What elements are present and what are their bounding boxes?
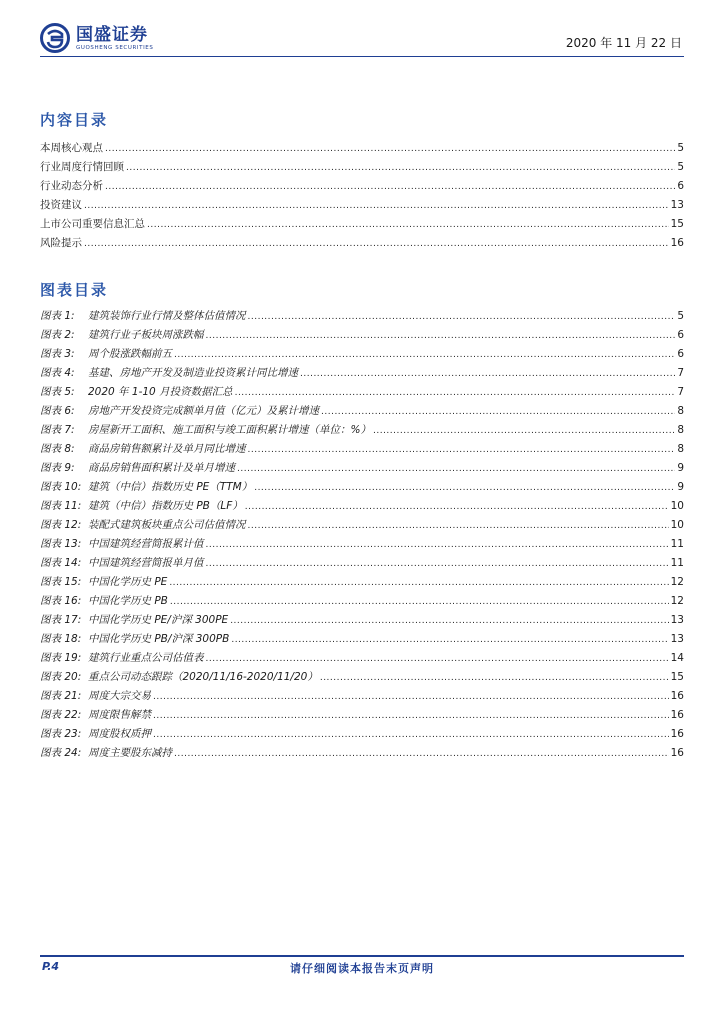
entry-page-number: 7 (677, 386, 684, 398)
figure-entry-number: 图表 18: (40, 633, 82, 645)
dot-leader (237, 460, 675, 479)
figure-entry[interactable] (40, 744, 684, 763)
dot-leader (320, 669, 669, 688)
figure-entry-number: 图表 1: (40, 310, 75, 322)
figure-entry-number: 图表 10: (40, 481, 82, 493)
contents-entry[interactable] (40, 234, 684, 253)
entry-page-number: 10 (670, 500, 684, 512)
entry-page-number: 16 (670, 237, 684, 249)
entry-page-number: 5 (677, 142, 684, 154)
figure-entry[interactable] (40, 402, 684, 421)
entry-page-number: 6 (677, 180, 684, 192)
entry-page-number: 16 (670, 728, 684, 740)
figure-entry[interactable] (40, 535, 684, 554)
figures-title: 图表目录 (40, 281, 109, 299)
dot-leader (153, 707, 669, 726)
figure-entry[interactable] (40, 554, 684, 573)
page-header (40, 20, 684, 56)
figure-entry-label (40, 687, 151, 706)
entry-page-number: 9 (677, 481, 684, 493)
figure-entry-number: 图表 20: (40, 671, 82, 683)
figure-entry-title: 基建、房地产开发及制造业投资累计同比增速 (88, 367, 298, 379)
entry-page-number: 13 (670, 633, 684, 645)
contents-entry-label: 风险提示 (40, 237, 82, 249)
guosheng-logo-icon (40, 23, 70, 53)
dot-leader (153, 726, 669, 745)
entry-page-number: 12 (670, 595, 684, 607)
figure-entry-number: 图表 14: (40, 557, 82, 569)
entry-page-number: 7 (677, 367, 684, 379)
figure-entry-label (40, 383, 233, 402)
dot-leader (84, 197, 669, 216)
dot-leader (174, 346, 675, 365)
figure-entry-label (40, 573, 167, 592)
dot-leader (373, 422, 675, 441)
figure-entry[interactable] (40, 440, 684, 459)
figure-entry-number: 图表 23: (40, 728, 82, 740)
figure-entry-title: 建筑（中信）指数历史 PE（TTM） (88, 481, 253, 493)
dot-leader (206, 650, 669, 669)
figure-entry-number: 图表 12: (40, 519, 82, 531)
figure-entry-number: 图表 4: (40, 367, 75, 379)
figure-entry-label (40, 630, 229, 649)
entry-page-number: 8 (677, 443, 684, 455)
figure-entry[interactable] (40, 345, 684, 364)
figure-entry-number: 图表 8: (40, 443, 75, 455)
entry-page-number: 5 (677, 310, 684, 322)
contents-title: 内容目录 (40, 111, 109, 129)
dot-leader (84, 235, 669, 254)
dot-leader (206, 536, 669, 555)
figure-entry[interactable] (40, 706, 684, 725)
figure-entry[interactable] (40, 497, 684, 516)
figure-entry-label (40, 402, 319, 421)
dot-leader (169, 574, 668, 593)
figure-entry-label (40, 345, 172, 364)
figure-entry[interactable] (40, 649, 684, 668)
contents-entry[interactable] (40, 215, 684, 234)
entry-page-number: 16 (670, 747, 684, 759)
figure-entry-label (40, 725, 151, 744)
disclaimer-notice: 请仔细阅读本报告末页声明 (290, 962, 434, 975)
figure-entry[interactable] (40, 687, 684, 706)
figure-entry-title: 中国建筑经营简报累计值 (88, 538, 204, 550)
figure-entry[interactable] (40, 573, 684, 592)
figure-entry-title: 房屋新开工面积、施工面积与竣工面积累计增速（单位：%） (88, 424, 371, 436)
figure-entry-label (40, 744, 172, 763)
figure-entry[interactable] (40, 307, 684, 326)
figure-entry[interactable] (40, 326, 684, 345)
entry-page-number: 13 (670, 199, 684, 211)
figure-entry-label (40, 554, 204, 573)
figure-entry-number: 图表 13: (40, 538, 82, 550)
figure-entry-number: 图表 17: (40, 614, 82, 626)
entry-page-number: 5 (677, 161, 684, 173)
figure-entry-title: 建筑行业子板块周涨跌幅 (88, 329, 204, 341)
figure-entry[interactable] (40, 364, 684, 383)
contents-list (40, 139, 684, 253)
footer-divider (40, 955, 684, 957)
figure-entry-label (40, 668, 318, 687)
figure-entry-number: 图表 21: (40, 690, 82, 702)
dot-leader (230, 612, 668, 631)
contents-entry-label: 上市公司重要信息汇总 (40, 218, 145, 230)
figure-entry-number: 图表 15: (40, 576, 82, 588)
figure-entry-title: 建筑行业重点公司估值表 (88, 652, 204, 664)
figure-entry-number: 图表 3: (40, 348, 75, 360)
figure-entry[interactable] (40, 516, 684, 535)
entry-page-number: 8 (677, 405, 684, 417)
dot-leader (126, 159, 675, 178)
page-number: P.4 (42, 960, 60, 973)
figure-entry-title: 中国建筑经营简报单月值 (88, 557, 204, 569)
entry-page-number: 6 (677, 348, 684, 360)
entry-page-number: 10 (670, 519, 684, 531)
figure-entry-title: 周度主要股东减持 (88, 747, 172, 759)
entry-page-number: 14 (670, 652, 684, 664)
figure-entry-title: 房地产开发投资完成额单月值（亿元）及累计增速 (88, 405, 319, 417)
dot-leader (248, 517, 669, 536)
figure-entry[interactable] (40, 421, 684, 440)
entry-page-number: 11 (670, 538, 684, 550)
figure-entry-title: 中国化学历史 PB (88, 595, 168, 607)
figure-entry[interactable] (40, 668, 684, 687)
contents-entry[interactable] (40, 158, 684, 177)
figure-entry-label (40, 516, 246, 535)
figure-entry-label (40, 611, 228, 630)
figure-entry-title: 周个股涨跌幅前五 (88, 348, 172, 360)
figure-entry-label (40, 478, 252, 497)
dot-leader (174, 745, 669, 764)
dot-leader (231, 631, 668, 650)
figure-entry-label (40, 364, 298, 383)
figure-entry-title: 周度限售解禁 (88, 709, 151, 721)
contents-entry-label: 本周核心观点 (40, 142, 103, 154)
entry-page-number: 16 (670, 709, 684, 721)
header-divider (40, 56, 684, 57)
figure-entry-label (40, 307, 246, 326)
figure-entry-title: 建筑装饰行业行情及整体估值情况 (88, 310, 246, 322)
dot-leader (105, 140, 675, 159)
dot-leader (206, 555, 669, 574)
figure-entry-title: 2020 年 1-10 月投资数据汇总 (88, 386, 233, 398)
figure-entry-title: 重点公司动态跟踪（2020/11/16-2020/11/20） (88, 671, 318, 683)
dot-leader (206, 327, 676, 346)
figures-list (40, 307, 684, 763)
figure-entry-number: 图表 16: (40, 595, 82, 607)
entry-page-number: 12 (670, 576, 684, 588)
entry-page-number: 15 (670, 218, 684, 230)
report-date: 2020 年 11 月 22 日 (565, 36, 682, 50)
figure-entry[interactable] (40, 383, 684, 402)
figure-entry-label (40, 592, 168, 611)
figure-entry[interactable] (40, 592, 684, 611)
dot-leader (235, 384, 676, 403)
figure-entry-number: 图表 5: (40, 386, 75, 398)
figure-entry[interactable] (40, 725, 684, 744)
entry-page-number: 11 (670, 557, 684, 569)
entry-page-number: 16 (670, 690, 684, 702)
entry-page-number: 9 (677, 462, 684, 474)
figure-entry-title: 商品房销售面积累计及单月增速 (88, 462, 235, 474)
figure-entry-label (40, 326, 204, 345)
figure-entry-label (40, 649, 204, 668)
contents-entry[interactable] (40, 177, 684, 196)
figure-entry-title: 周度股权质押 (88, 728, 151, 740)
figure-entry-title: 周度大宗交易 (88, 690, 151, 702)
figure-entry-label (40, 497, 243, 516)
contents-entry[interactable] (40, 139, 684, 158)
entry-page-number: 6 (677, 329, 684, 341)
figure-entry-number: 图表 24: (40, 747, 82, 759)
figure-entry-label (40, 535, 204, 554)
figure-entry-title: 中国化学历史 PE/沪深 300PE (88, 614, 229, 626)
figure-entry[interactable] (40, 478, 684, 497)
figure-entry-number: 图表 22: (40, 709, 82, 721)
dot-leader (254, 479, 675, 498)
figure-entry-title: 装配式建筑板块重点公司估值情况 (88, 519, 246, 531)
entry-page-number: 15 (670, 671, 684, 683)
contents-entry-label: 行业周度行情回顾 (40, 161, 124, 173)
contents-entry[interactable] (40, 196, 684, 215)
logo-chinese-name: 国盛证券 (76, 24, 148, 45)
figure-entry-number: 图表 7: (40, 424, 75, 436)
figure-entry-title: 中国化学历史 PE (88, 576, 168, 588)
figure-entry-label (40, 440, 246, 459)
dot-leader (147, 216, 669, 235)
figure-entry-title: 中国化学历史 PB/沪深 300PB (88, 633, 230, 645)
dot-leader (245, 498, 669, 517)
figure-entry-label (40, 706, 151, 725)
dot-leader (170, 593, 669, 612)
figure-entry-label (40, 459, 235, 478)
dot-leader (321, 403, 675, 422)
dot-leader (105, 178, 675, 197)
figure-entry-number: 图表 19: (40, 652, 82, 664)
dot-leader (153, 688, 669, 707)
figure-entry-title: 建筑（中信）指数历史 PB（LF） (88, 500, 243, 512)
contents-entry-label: 行业动态分析 (40, 180, 103, 192)
logo-english-name: GUOSHENG SECURITIES (76, 44, 154, 51)
dot-leader (248, 308, 676, 327)
figure-entry-number: 图表 2: (40, 329, 75, 341)
figure-entry-number: 图表 6: (40, 405, 75, 417)
figure-entry-number: 图表 11: (40, 500, 82, 512)
company-logo (40, 22, 153, 54)
dot-leader (300, 365, 675, 384)
figure-entry-label (40, 421, 371, 440)
figure-entry[interactable] (40, 459, 684, 478)
figure-entry-number: 图表 9: (40, 462, 75, 474)
figure-entry[interactable] (40, 630, 684, 649)
dot-leader (248, 441, 676, 460)
entry-page-number: 8 (677, 424, 684, 436)
entry-page-number: 13 (670, 614, 684, 626)
figure-entry[interactable] (40, 611, 684, 630)
contents-entry-label: 投资建议 (40, 199, 82, 211)
figure-entry-title: 商品房销售额累计及单月同比增速 (88, 443, 246, 455)
